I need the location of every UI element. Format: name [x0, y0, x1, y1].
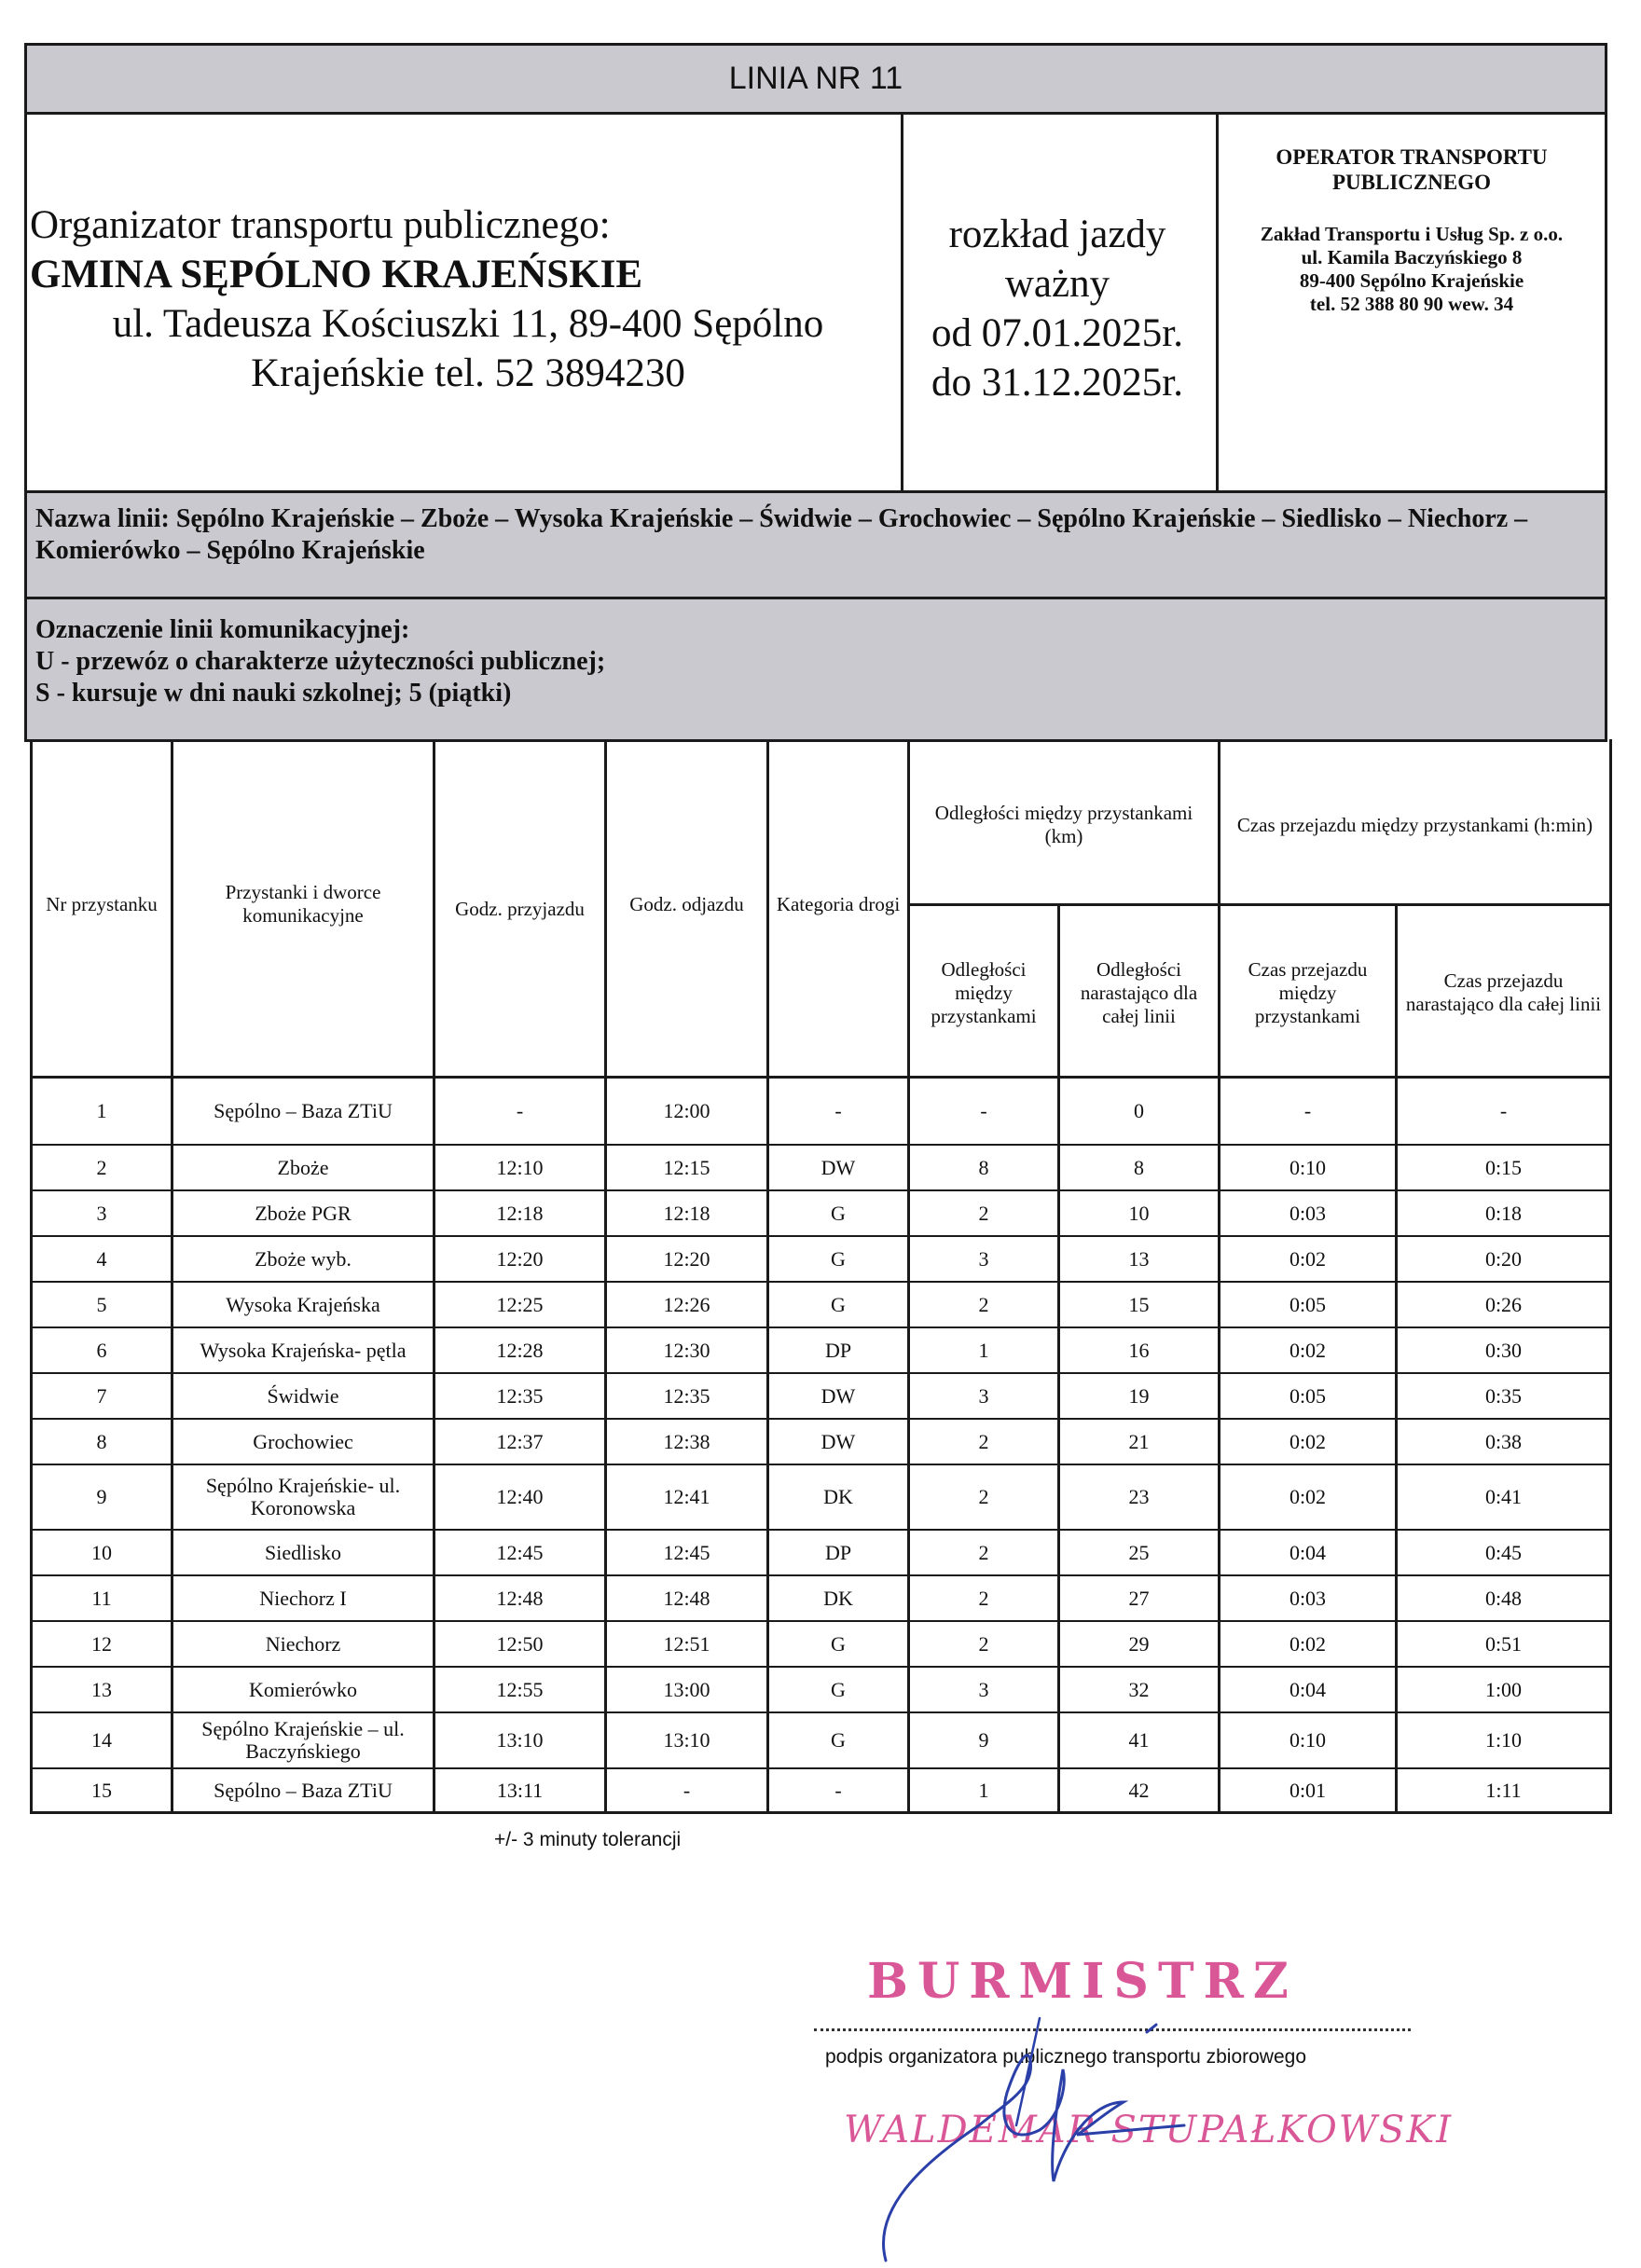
cell-stop-name: Wysoka Krajeńska- pętla	[200, 1338, 407, 1362]
cell-stop-name: Zboże PGR	[255, 1201, 352, 1225]
cell-time-between: 0:04	[1289, 1677, 1327, 1701]
cell-time-cumulative: 0:26	[1484, 1292, 1523, 1316]
cell-distance-cumulative: 41	[1128, 1728, 1150, 1752]
operator-heading: OPERATOR TRANSPORTU PUBLICZNEGO	[1276, 145, 1548, 194]
cell-distance-cumulative: 27	[1128, 1586, 1150, 1610]
cell-stop-name: Sępólno Krajeńskie – ul. Baczyńskiego	[201, 1717, 405, 1763]
mayor-stamp-title: BURMISTRZ	[867, 1953, 1298, 2010]
table-grid-line	[1609, 739, 1612, 1813]
cell-time-between: 0:02	[1289, 1485, 1327, 1508]
validity-line: do 31.12.2025r.	[931, 361, 1183, 405]
cell-stop-name: Zboże	[277, 1155, 329, 1179]
cell-road-category: G	[831, 1246, 846, 1271]
organizer-block	[30, 200, 906, 398]
cell-time-cumulative: 0:48	[1484, 1586, 1523, 1610]
cell-road-category: G	[831, 1201, 846, 1225]
cell-time-between: 0:03	[1289, 1201, 1327, 1225]
cell-time-cumulative: 1:11	[1485, 1778, 1522, 1802]
cell-distance-cumulative: 0	[1134, 1099, 1144, 1122]
cell-departure: 12:20	[663, 1246, 710, 1271]
cell-time-between: 0:10	[1289, 1155, 1327, 1179]
cell-departure: 12:26	[663, 1292, 710, 1316]
cell-road-category: DW	[820, 1155, 856, 1179]
operator-line: Zakład Transportu i Usług Sp. z o.o.	[1260, 223, 1564, 245]
cell-road-category: -	[834, 1099, 842, 1122]
cell-distance-cumulative: 15	[1128, 1292, 1150, 1316]
cell-departure: 12:30	[663, 1338, 710, 1362]
cell-departure: -	[683, 1778, 691, 1802]
cell-time-between: 0:02	[1289, 1246, 1327, 1271]
cell-departure: 12:41	[663, 1485, 710, 1508]
cell-distance-between: -	[980, 1099, 987, 1122]
cell-stop-name: Komierówko	[248, 1677, 358, 1701]
header-road-category: Kategoria drogi	[776, 892, 901, 915]
cell-distance-between: 2	[978, 1201, 989, 1225]
cell-road-category: DK	[823, 1586, 853, 1610]
header-distance-cumulative: Odległości narastająco dla całej linii	[1080, 957, 1198, 1027]
cell-time-between: 0:02	[1289, 1338, 1327, 1362]
organizer-label: Organizator transportu publicznego:	[30, 203, 611, 247]
cell-stop-number: 3	[96, 1201, 107, 1225]
tolerance-note: +/- 3 minuty tolerancji	[494, 1829, 682, 1850]
cell-road-category: DP	[824, 1540, 852, 1564]
cell-stop-number: 14	[91, 1728, 112, 1752]
cell-time-cumulative: 1:00	[1484, 1677, 1523, 1701]
cell-departure: 12:18	[663, 1201, 710, 1225]
cell-time-between: 0:04	[1289, 1540, 1327, 1564]
cell-stop-number: 10	[91, 1540, 112, 1564]
cell-stop-name: Niechorz	[265, 1631, 341, 1656]
cell-stop-name: Zboże wyb.	[255, 1246, 352, 1271]
cell-road-category: DW	[820, 1383, 856, 1408]
cell-arrival: 12:20	[496, 1246, 544, 1271]
cell-road-category: -	[834, 1778, 842, 1802]
cell-departure: 12:00	[663, 1099, 710, 1122]
cell-distance-between: 1	[978, 1338, 989, 1362]
cell-time-between: 0:02	[1289, 1631, 1327, 1656]
cell-time-between: 0:03	[1289, 1586, 1327, 1610]
cell-time-between: 0:05	[1289, 1292, 1327, 1316]
cell-distance-cumulative: 13	[1128, 1246, 1150, 1271]
line-designation	[35, 614, 1583, 709]
header-distance-group: Odległości między przystankami (km)	[934, 802, 1193, 847]
header-stop-name: Przystanki i dworce komunikacyjne	[225, 881, 381, 927]
designation-item: U - przewóz o charakterze użyteczności publicznej;	[35, 647, 606, 676]
cell-stop-name: Siedlisko	[265, 1540, 341, 1564]
cell-time-cumulative: 0:15	[1484, 1155, 1523, 1179]
cell-arrival: -	[516, 1099, 524, 1122]
cell-arrival: 12:37	[496, 1429, 544, 1453]
designation-heading: Oznaczenie linii komunikacyjnej:	[35, 615, 410, 644]
cell-stop-number: 8	[96, 1429, 107, 1453]
cell-time-between: 0:01	[1289, 1778, 1327, 1802]
cell-arrival: 12:45	[496, 1540, 544, 1564]
cell-arrival: 12:35	[496, 1383, 544, 1408]
cell-distance-between: 3	[978, 1246, 989, 1271]
frame-divider	[24, 112, 1607, 115]
cell-distance-cumulative: 42	[1128, 1778, 1150, 1802]
cell-stop-name: Niechorz I	[259, 1586, 347, 1610]
header-departure: Godz. odjazdu	[629, 892, 744, 915]
cell-arrival: 12:48	[496, 1586, 544, 1610]
cell-arrival: 12:10	[496, 1155, 544, 1179]
cell-time-between: 0:05	[1289, 1383, 1327, 1408]
cell-stop-number: 11	[91, 1586, 112, 1610]
table-grid-line	[30, 1811, 1612, 1814]
cell-time-cumulative: 0:38	[1484, 1429, 1523, 1453]
cell-road-category: G	[831, 1728, 846, 1752]
cell-time-cumulative: 1:10	[1484, 1728, 1523, 1752]
cell-distance-cumulative: 21	[1128, 1429, 1150, 1453]
cell-stop-name: Grochowiec	[253, 1429, 353, 1453]
cell-distance-cumulative: 32	[1128, 1677, 1150, 1701]
cell-departure: 12:48	[663, 1586, 710, 1610]
cell-road-category: DK	[823, 1485, 853, 1508]
cell-road-category: DW	[820, 1429, 856, 1453]
operator-line: tel. 52 388 80 90 wew. 34	[1309, 293, 1514, 315]
validity-line: rozkład jazdy	[948, 213, 1166, 256]
cell-arrival: 12:55	[496, 1677, 544, 1701]
cell-distance-between: 3	[978, 1677, 989, 1701]
header-arrival: Godz. przyjazdu	[455, 897, 585, 920]
cell-distance-between: 1	[978, 1778, 989, 1802]
cell-time-cumulative: 0:18	[1484, 1201, 1523, 1225]
cell-arrival: 12:25	[496, 1292, 544, 1316]
cell-arrival: 13:11	[496, 1778, 544, 1802]
validity-block	[903, 210, 1212, 407]
header-time-cumulative: Czas przejazdu narastająco dla całej linii	[1405, 969, 1602, 1015]
cell-stop-number: 12	[91, 1631, 112, 1656]
operator-line: 89-400 Sępólno Krajeńskie	[1299, 269, 1524, 292]
cell-departure: 12:35	[663, 1383, 710, 1408]
operator-line: ul. Kamila Baczyńskiego 8	[1301, 246, 1523, 268]
frame-divider	[24, 739, 1607, 742]
header-stop-number: Nr przystanku	[46, 892, 158, 915]
validity-line: od 07.01.2025r.	[931, 311, 1183, 355]
cell-distance-between: 2	[978, 1631, 989, 1656]
cell-stop-name: Świdwie	[267, 1383, 339, 1408]
cell-road-category: DP	[824, 1338, 852, 1362]
cell-time-cumulative: 0:35	[1484, 1383, 1523, 1408]
cell-distance-between: 2	[978, 1586, 989, 1610]
header-distance-between: Odległości między przystankami	[931, 957, 1037, 1027]
cell-distance-between: 8	[978, 1155, 989, 1179]
cell-departure: 12:45	[663, 1540, 710, 1564]
cell-departure: 13:00	[663, 1677, 710, 1701]
signature-caption: podpis organizatora publicznego transportu zbiorowego	[825, 2046, 1306, 2068]
cell-stop-number: 1	[96, 1099, 107, 1122]
designation-item: S - kursuje w dni nauki szkolnej; 5 (piątki)	[35, 679, 512, 708]
cell-time-cumulative: -	[1499, 1099, 1508, 1122]
line-name: Nazwa linii: Sępólno Krajeńskie – Zboże – Wysoka Krajeńskie – Świdwie – Grochowiec – Sępólno Krajeńskie – Siedlisko – Niechorz – Komierówko – Sępólno Krajeńskie	[35, 504, 1528, 565]
cell-distance-between: 9	[978, 1728, 989, 1752]
validity-line: ważny	[1004, 262, 1110, 306]
cell-distance-cumulative: 8	[1134, 1155, 1144, 1179]
cell-departure: 13:10	[663, 1728, 710, 1752]
table-grid-line	[909, 903, 1611, 906]
cell-stop-name: Sępólno – Baza ZTiU	[214, 1099, 393, 1122]
line-title-band	[26, 45, 1606, 112]
cell-time-cumulative: 0:41	[1484, 1485, 1523, 1508]
cell-stop-name: Wysoka Krajeńska	[226, 1292, 380, 1316]
operator-block	[1218, 144, 1606, 316]
cell-time-cumulative: 0:30	[1484, 1338, 1523, 1362]
cell-stop-number: 15	[91, 1778, 112, 1802]
handwritten-signature	[867, 2014, 1203, 2265]
cell-distance-between: 2	[978, 1292, 989, 1316]
cell-stop-number: 9	[96, 1485, 107, 1508]
cell-time-between: -	[1303, 1099, 1312, 1122]
cell-time-cumulative: 0:45	[1484, 1540, 1523, 1564]
line-title: LINIA NR 11	[728, 60, 903, 96]
cell-distance-between: 2	[978, 1540, 989, 1564]
cell-stop-number: 13	[91, 1677, 112, 1701]
cell-distance-cumulative: 19	[1128, 1383, 1150, 1408]
cell-stop-number: 5	[96, 1292, 107, 1316]
cell-arrival: 13:10	[496, 1728, 544, 1752]
cell-time-between: 0:02	[1289, 1429, 1327, 1453]
cell-time-between: 0:10	[1289, 1728, 1327, 1752]
cell-distance-between: 2	[978, 1429, 989, 1453]
cell-arrival: 12:18	[496, 1201, 544, 1225]
cell-distance-between: 2	[978, 1485, 989, 1508]
cell-distance-cumulative: 10	[1128, 1201, 1150, 1225]
organizer-name: GMINA SĘPÓLNO KRAJEŃSKIE	[30, 253, 643, 296]
cell-road-category: G	[831, 1677, 846, 1701]
cell-distance-cumulative: 23	[1128, 1485, 1150, 1508]
frame-top-border	[24, 43, 1607, 46]
organizer-address: ul. Tadeusza Kościuszki 11, 89-400 Sępólno Krajeńskie tel. 52 3894230	[112, 302, 824, 395]
cell-stop-number: 6	[96, 1338, 107, 1362]
cell-departure: 12:15	[663, 1155, 710, 1179]
cell-arrival: 12:28	[496, 1338, 544, 1362]
cell-distance-cumulative: 16	[1128, 1338, 1150, 1362]
cell-arrival: 12:50	[496, 1631, 544, 1656]
cell-road-category: G	[831, 1292, 846, 1316]
cell-departure: 12:38	[663, 1429, 710, 1453]
cell-distance-between: 3	[978, 1383, 989, 1408]
cell-stop-number: 2	[96, 1155, 107, 1179]
cell-stop-name: Sępólno – Baza ZTiU	[214, 1778, 393, 1802]
mayor-name-stamp: WALDEMAR STUPAŁKOWSKI	[844, 2109, 1453, 2151]
cell-stop-number: 7	[96, 1383, 107, 1408]
cell-stop-number: 4	[96, 1246, 107, 1271]
cell-road-category: G	[831, 1631, 846, 1656]
cell-time-cumulative: 0:51	[1484, 1631, 1523, 1656]
cell-distance-cumulative: 29	[1128, 1631, 1150, 1656]
cell-stop-name: Sępólno Krajeńskie- ul. Koronowska	[205, 1474, 401, 1519]
cell-departure: 12:51	[663, 1631, 710, 1656]
header-time-between: Czas przejazdu między przystankami	[1248, 957, 1368, 1027]
cell-time-cumulative: 0:20	[1484, 1246, 1523, 1271]
header-time-group: Czas przejazdu między przystankami (h:min)	[1236, 813, 1593, 836]
cell-arrival: 12:40	[496, 1485, 544, 1508]
cell-distance-cumulative: 25	[1128, 1540, 1150, 1564]
